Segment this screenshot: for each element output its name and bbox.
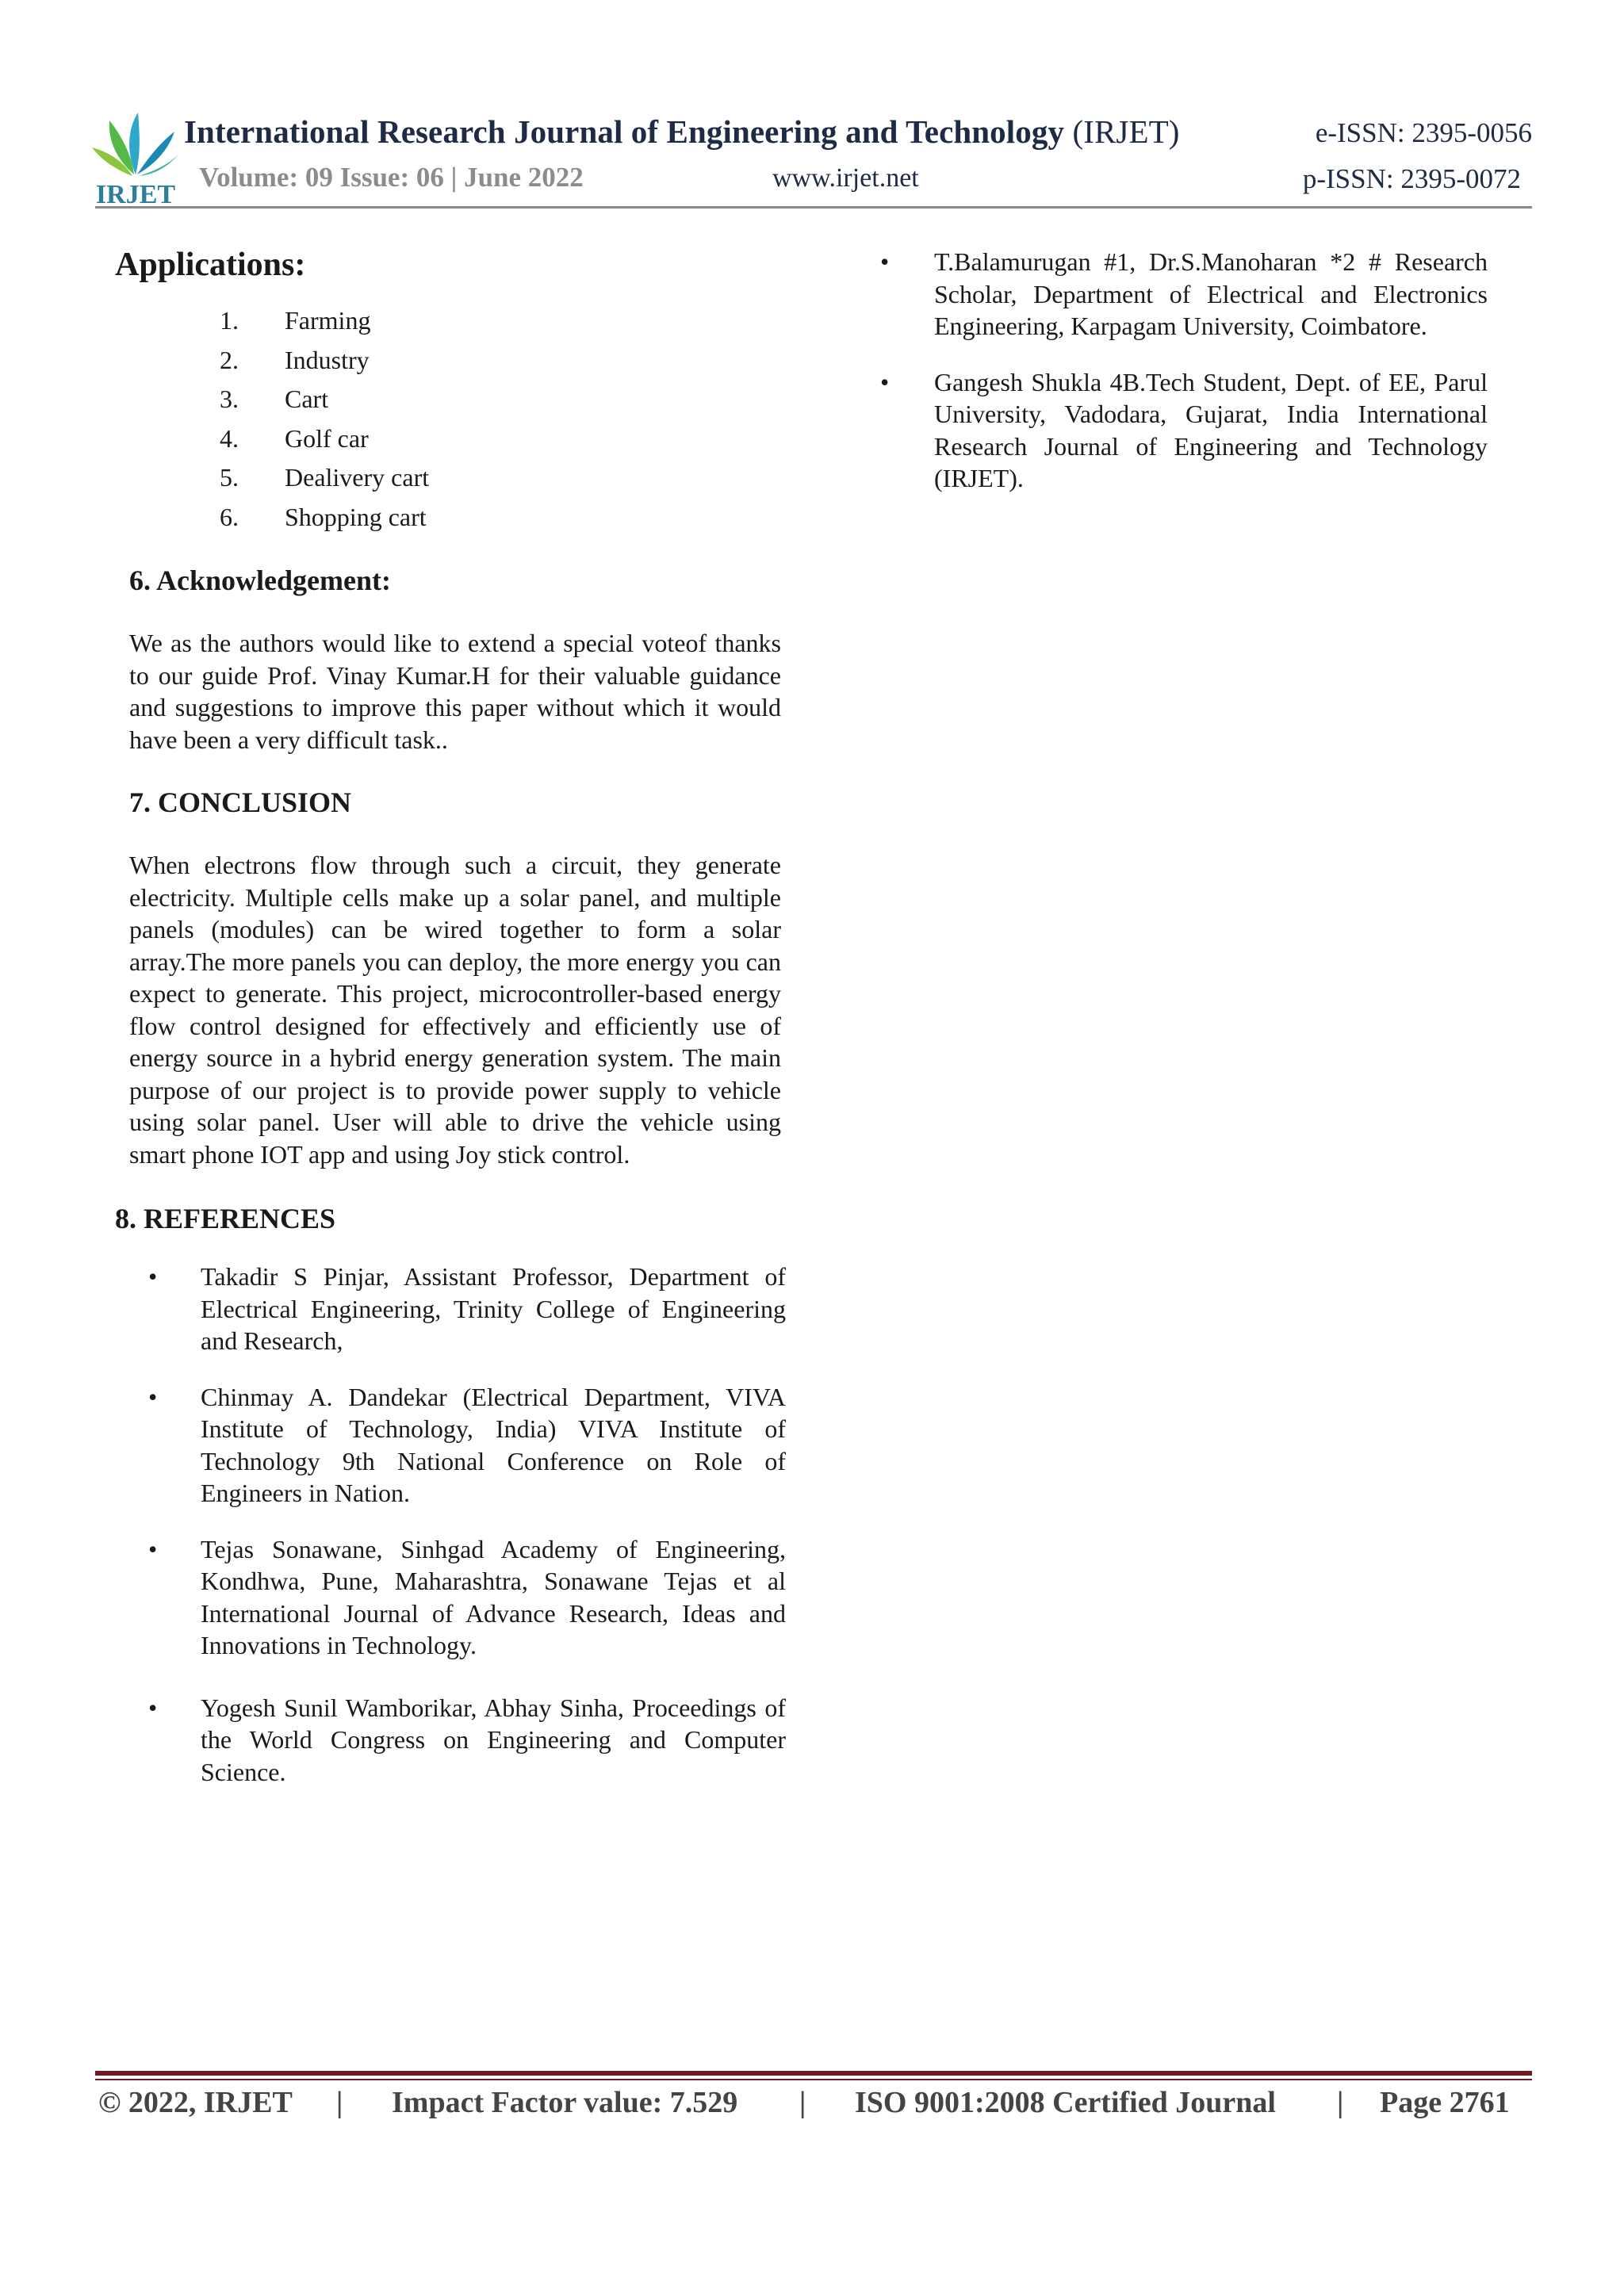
list-item: 6. Shopping cart [220,502,427,531]
list-item: 4. Golf car [220,423,369,453]
page-header [92,113,1532,208]
irjet-logo [92,113,179,206]
footer-iso: ISO 9001:2008 Certified Journal [855,2086,1276,2119]
conclusion-text: When electrons flow through such a circuit, they generate electricity. Multiple cells make up a solar panel, and multiple panels (modules) can be wired together to form a solar array.The more panels you can deploy, the more energy you can expect to generate. This project, microcontroller-based energy flow control designed for effectively and efficiently use of energy source in a hybrid energy generation system. The main purpose of our project is to provide power supply to vehicle using solar panel. User will able to drive the vehicle using smart phone IOT app and using Joy stick control. [129,851,781,1169]
footer-copyright: © 2022, IRJET [98,2086,293,2119]
footer-divider-thin [95,2079,1532,2080]
footer-separator: | [1337,2086,1344,2119]
irjet-logo-icon [92,113,179,206]
reference-item: • T.Balamurugan #1, Dr.S.Manoharan *2 # Research Scholar, Department of Electrical and Electronics Engineering, Karpagam University, Coimbatore. [880,247,1488,340]
acknowledgement-section [129,564,781,756]
footer-separator: | [799,2086,806,2119]
list-item: 2. Industry [220,345,370,374]
svg-text:IRJET: IRJET [95,180,176,206]
footer-page-number: Page 2761 [1380,2086,1510,2119]
acknowledgement-heading: 6. Acknowledgement: [129,564,391,596]
list-item: 3. Cart [220,385,329,413]
references-heading: 8. REFERENCES [115,1203,336,1234]
references-section [115,1202,786,1788]
references-list [115,1261,786,1788]
reference-item: • Tejas Sonawane, Sinhgad Academy of Engineering, Kondhwa, Pune, Maharashtra, Sonawane Tejas et al International Journal of Advance Research, Ideas and Innovations in Technology. [148,1534,786,1659]
list-item: 5. Dealivery cart [220,463,430,492]
footer-impact-factor: Impact Factor value: 7.529 [392,2086,738,2119]
footer-separator: | [336,2086,343,2119]
applications-list [115,301,781,537]
acknowledgement-text: We as the authors would like to extend a special voteof thanks to our guide Prof. Vinay Kumar.H for their valuable guidance and suggestions to improve this paper without which it would have been a very difficult task.. [129,629,781,754]
volume-issue: Volume: 09 Issue: 06 | June 2022 [199,162,584,193]
journal-title: International Research Journal of Engineering and Technology (IRJET) [184,113,1180,150]
references-list-continued [880,246,1488,495]
applications-heading: Applications: [115,247,306,283]
conclusion-section [129,786,781,1170]
reference-item: • Yogesh Sunil Wamborikar, Abhay Sinha, Proceedings of the World Congress on Engineering and Computer Science. [148,1693,786,1786]
conclusion-heading: 7. CONCLUSION [129,786,352,818]
header-divider [95,206,1532,209]
reference-item: • Takadir S Pinjar, Assistant Professor, Department of Electrical Engineering, Trinity College of Engineering and Research, [148,1262,786,1355]
list-item: 1. Farming [220,306,371,335]
eissn: e-ISSN: 2395-0056 [1315,117,1532,148]
reference-item: • Gangesh Shukla 4B.Tech Student, Dept. of EE, Parul University, Vadodara, Gujarat, India International Research Journal of Engineering and Technology (IRJET). [880,367,1488,492]
journal-website: www.irjet.net [772,163,919,193]
footer-divider [95,2071,1532,2076]
reference-item: • Chinmay A. Dandekar (Electrical Department, VIVA Institute of Technology, India) VIVA Institute of Technology 9th National Conference on Role of Engineers in Nation. [148,1382,786,1507]
journal-abbr: (IRJET) [1072,113,1180,150]
right-column [880,246,1488,495]
pissn: p-ISSN: 2395-0072 [1302,163,1521,194]
left-column [115,246,786,1788]
